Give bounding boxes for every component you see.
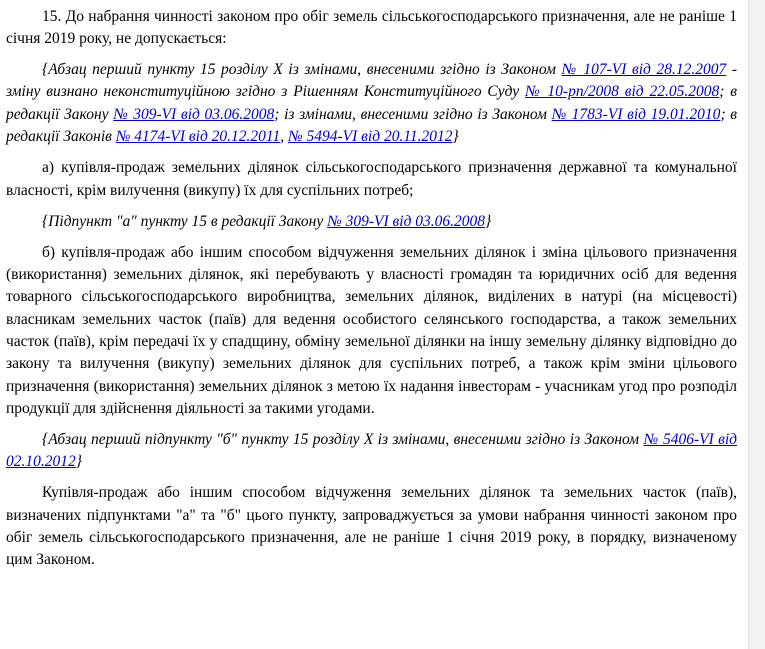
note-text: } — [75, 453, 82, 471]
law-link-5406-vi[interactable]: № 5406-VI від 02.10.2012 — [6, 430, 737, 471]
subparagraph-b: б) купівля-продаж або іншим способом відчуження земельних ділянок і зміна цільового призначення (використання) земельних ділянок, які перебувають у власності громадян та юридичних осіб для ведення товарного сільськогосподарського виробництва, земельних ділянок, виділених в натурі (на місцевості) власникам земельних часток (паїв) для ведення особистого селянського господарства, а також земельних часток (паїв), крім передачі їх у спадщину, обміну земельної ділянки на іншу земельну ділянку відповідно до закону та вилучення (викупу) земельних ділянок для суспільних потреб, а також крім зміни цільового призначення (використання) земельних ділянок з метою їх надання інвесторам - учасникам угод про розподіл продукції для здійснення діяльності за такими угодами. — [6, 243, 737, 417]
amendment-note-subparagraph-b — [6, 429, 737, 474]
law-link-1783-vi[interactable]: № 1783-VI від 19.01.2010 — [551, 105, 721, 123]
note-text: {Абзац перший пункту 15 розділу X із змінами, внесеними згідно із Законом — [42, 61, 562, 79]
note-text: ; із змінами, внесеними згідно із Законом — [274, 105, 552, 123]
note-text: } — [452, 128, 459, 146]
note-text: , — [280, 128, 289, 146]
note-text: ; в редакції Закону — [6, 83, 737, 123]
subparagraph-a: а) купівля-продаж земельних ділянок сільськогосподарського призначення державної та комунальної власності, крім вилучення (викупу) їх для суспільних потреб; — [6, 159, 737, 199]
law-link-309-vi[interactable]: № 309-VI від 03.06.2008 — [327, 212, 486, 230]
note-text: {Абзац перший підпункту "б" пункту 15 розділу X із змінами, внесеними згідно із Законом — [42, 430, 644, 448]
amendment-note-subparagraph-a — [6, 211, 737, 233]
amendment-note-paragraph-1 — [6, 59, 737, 148]
note-text: - зміну визнано неконституційною згідно з Рішенням Конституційного Суду — [6, 61, 737, 101]
law-link-107-vi[interactable]: № 107-VI від 28.12.2007 — [561, 61, 727, 79]
final-paragraph: Купівля-продаж або іншим способом відчуження земельних ділянок та земельних часток (паїв), визначених підпунктами "а" та "б" цього пункту, запроваджується за умови набрання чинності законом про обіг земель сільськогосподарського призначення, але не раніше 1 січня 2019 року, в порядку, визначеному цим Законом. — [6, 484, 737, 569]
right-frame-edge — [748, 0, 765, 649]
law-link-4174-vi[interactable]: № 4174-VI від 20.12.2011 — [115, 128, 281, 146]
paragraph-15-intro: 15. До набрання чинності законом про обіг земель сільськогосподарського призначення, але не раніше 1 січня 2019 року, не допускається: — [6, 8, 737, 48]
note-text: ; в редакції Законів — [6, 105, 737, 146]
law-link-309-vi[interactable]: № 309-VI від 03.06.2008 — [113, 105, 275, 123]
law-document — [6, 6, 737, 580]
court-decision-link-10-rp[interactable]: № 10-рп/2008 від 22.05.2008 — [524, 83, 720, 101]
law-link-5494-vi[interactable]: № 5494-VI від 20.11.2012 — [288, 128, 453, 146]
note-text: {Підпункт "а" пункту 15 в редакції Закону — [42, 212, 328, 230]
note-text: } — [485, 212, 492, 230]
